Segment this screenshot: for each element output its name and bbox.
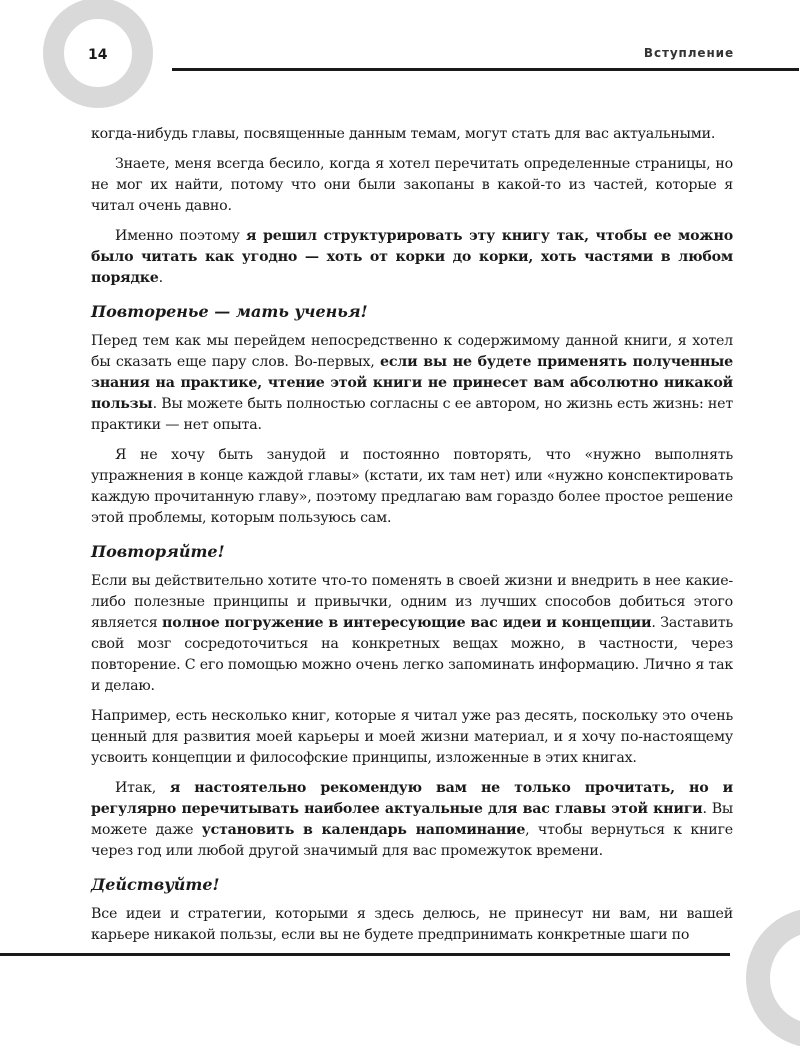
header-rule [172,68,799,71]
paragraph [91,226,733,289]
emphasis-text: если вы не будете применять полученные знания на практике, чтение этой книги не принесет вам абсолютно никакой пользы [91,354,733,412]
paragraph: Знаете, меня всегда бесило, когда я хотел перечитать определенные страницы, но не мог их найти, потому что они были закопаны в какой-то из частей, которые я читал очень давно. [91,156,733,214]
text-run: Именно поэтому [115,228,247,244]
text-run: . Вы можете даже [91,801,734,838]
text-run: Итак, [115,780,170,796]
page-body [91,124,733,955]
text-run: . Вы можете быть полностью согласны с ее автором, но жизнь есть жизнь: нет практики — нет опыта. [91,396,733,433]
emphasis-text: я решил структурировать эту книгу так, чтобы ее можно было читать как угодно — хоть от корки до корки, хоть частями в любом порядке [91,228,733,286]
footer-rule [0,953,730,956]
paragraph [91,571,733,697]
paragraph: Все идеи и стратегии, которыми я здесь делюсь, не принесут ни вам, ни вашей карьере никакой пользы, если вы не будете предпринимать конкретные шаги по [91,906,733,943]
emphasis-text: я настоятельно рекомендую вам не только прочитать, но и регулярно перечитывать наиболее актуальные для вас главы этой книги [91,780,733,817]
text-run: Если вы действительно хотите что-то поменять в своей жизни и внедрить в нее какие-либо полезные принципы и привычки, одним из лучших способов добиться этого является [91,573,733,631]
text-run: Перед тем как мы перейдем непосредственно к содержимому данной книги, я хотел бы сказать еще пару слов. Во-первых, [91,333,733,370]
text-run: . [158,270,163,286]
paragraph: когда-нибудь главы, посвященные данным темам, могут стать для вас актуальными. [91,126,716,142]
section-heading: Повторенье — мать ученья! [91,302,368,321]
running-head: Вступление [643,46,734,60]
section-heading: Повторяйте! [91,542,225,561]
emphasis-text: установить в календарь напоминание [201,822,526,838]
text-run: , чтобы вернуться к книге через год или любой другой значимый для вас промежуток времени. [91,822,733,859]
paragraph: Я не хочу быть занудой и постоянно повторять, что «нужно выполнять упражнения в конце каждой главы» (кстати, их там нет) или «нужно конспектировать каждую прочитанную главу», поэтому предлагаю вам гораздо более простое решение этой проблемы, которым пользуюсь сам. [91,447,733,526]
decorative-ring-bottom [746,908,800,1048]
paragraph: Например, есть несколько книг, которые я читал уже раз десять, поскольку это очень ценный для развития моей карьеры и моей жизни материал, и я хочу по-настоящему усвоить концепции и философские принципы, изложенные в этих книгах. [91,708,733,766]
paragraph [91,331,733,436]
text-run: . Заставить свой мозг сосредоточиться на конкретных вещах можно, в частности, через повторение. С его помощью можно очень легко запоминать информацию. Лично я так и делаю. [91,615,733,694]
emphasis-text: полное погружение в интересующие вас идеи и концепции [162,615,652,631]
paragraph [91,778,733,862]
page-number: 14 [88,47,108,63]
section-heading: Действуйте! [91,875,220,894]
